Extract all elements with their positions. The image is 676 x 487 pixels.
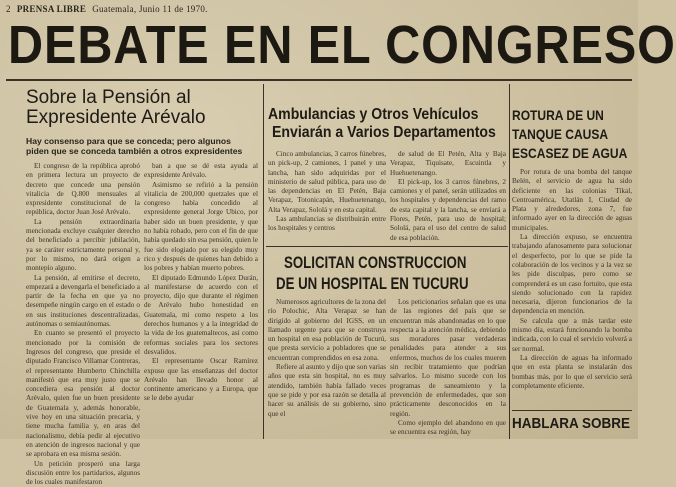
- paragraph: La pensión extraordinaria mencionada excluye cualquier derecho del beneficiado a percibir jubilación, ya se caráter estrictamente personal y, por lo mismo, no dará origen a montepío alguno.: [26, 218, 140, 274]
- paragraph: Un petición prosperó una larga discusión entre los partidarios, algunos de los cuales manifestaron: [26, 460, 140, 487]
- paragraph: La dirección de aguas ha informado que en esta planta se instalarán dos bombas más, por lo que el servicio será completamente eficiente.: [512, 354, 632, 391]
- pension-title-line2: Expresidente Arévalo: [26, 108, 206, 128]
- paragraph: Numerosos agricultores de la zona del río Polochic, Alta Verapaz se han dirigido al gobierno del IGSS, en un llamado urgente para que se construya un hospital en esa población de Tucurú, que presta servicio a pobladores que se encuentran comprendidos en esa zona.: [268, 298, 386, 363]
- paragraph: de salud de El Petén, Alta y Baja Verapaz, Tiquisate, Escuintla y Huehuetenango.: [390, 150, 506, 178]
- ambulancias-column-2: [390, 150, 506, 244]
- paragraph: El congreso de la república aprobó en primera lectura un proyecto de decreto que concede una pensión vitalicia de Q.800 mensuales al expresidente constitucional de la república, doctor Juan José Arévalo.: [26, 162, 140, 218]
- paragraph: La pensión, al emitirse el decreto, empezará a devengarla el beneficiado a partir de la fecha en que ya no desempeñe ningún cargo en el estado o en sus instituciones descentralizadas, autónomas o semiautónomas.: [26, 274, 140, 330]
- column-divider: [263, 84, 264, 439]
- agua-title-line2: TANQUE CAUSA: [512, 127, 608, 142]
- masthead: [6, 4, 632, 14]
- paragraph: Por rotura de una bomba del tanque Belén, el servicio de agua ha sido deficiente en las colonias Tikal, Centroamérica, Utatlán I, Ciudad de Plata y alrededores, zona 7, fue informado ayer en la dirección de aguas municipales.: [512, 168, 632, 233]
- section-divider: [266, 246, 508, 247]
- paragraph: Las ambulancias se distribuirán entre los hospitales y centros: [268, 215, 386, 234]
- paragraph: Refiere al asunto y dijo que son varias años que esta sin hospital, no es muy atendido, también había fallado veces que se pide y por esa razón se detalla al hacer su análisis de su gobierno, sino que el: [268, 363, 386, 419]
- agua-title-line3: ESCASEZ DE AGUA: [512, 146, 627, 161]
- pension-subtitle: Hay consenso para que se conceda; pero algunos piden que se conceda también a otros expresidentes: [26, 136, 256, 156]
- hospital-column-1: [268, 298, 386, 439]
- hospital-title-line1: SOLICITAN CONSTRUCCION: [284, 254, 466, 272]
- pension-title-line1: Sobre la Pensión al: [26, 88, 191, 108]
- paragraph: El pick-up, los 3 carros fúnebres, 2 camiones y el panel, serán utilizados en los hospitales y dependencias del ramo de esta capital y la lancha, se enviará a Flores, Petén, para uso de hospital; Sololá, para el uso del centro de salud de esa población.: [390, 178, 506, 243]
- main-headline: DEBATE EN EL CONGRESO: [8, 16, 568, 74]
- agua-column: [512, 168, 632, 408]
- paragraph: Como ejemplo del abandono en que se encuentra esa región, hay: [390, 419, 506, 438]
- pension-column-2: [144, 162, 258, 439]
- ambulancias-title-line2: Enviarán a Varios Departamentos: [272, 124, 496, 141]
- agua-title-line1: ROTURA DE UN: [512, 108, 604, 123]
- hospital-title-line2: DE UN HOSPITAL EN TUCURU: [276, 275, 469, 293]
- paragraph: ban a que se dé esta ayuda al expresidente Arévalo.: [144, 162, 258, 181]
- paragraph: En cuanto se presentó el proyecto mencionado por la comisión de Ingresos del congreso, que preside el diputado Francisco Villamar Contreras, el representante Humberto Chinchilla manifestó que era muy justo que se concediera esa pensión al doctor Arévalo, quien fue un buen presidente de Guatemala y, además honorable, vive hoy en una situación precaria, y tiene mucha familia y, en aras del nacionalismo, debía pedir al ejecutivo en atención de ingresos nacional y que se aprobara en esa misma sesión.: [26, 329, 140, 459]
- ambulancias-column-1: [268, 150, 386, 244]
- pension-column-1: [26, 162, 140, 439]
- page-number: 2: [6, 4, 11, 14]
- paragraph: Asimismo se refirió a la pensión vitalicia de 200,000 quetzales que el congreso había concedido al expresidente general Jorge Ubico, por haber sido un buen presidente, y que no había robado, pero con el fin de que había quedado sin esa pensión, quien le fue sido elogiado por su elegido muy rico y después de quienes han debido a los pobres y habían muerto pobres.: [144, 181, 258, 274]
- paragraph: Los peticionarios señalan que es una de las regiones del país que se encuentran más abandonadas en lo que respecta a la atención médica, debiendo sus moradores pasar verdaderas penalidades para atender a sus enfermos, muchos de los cuales mueren sin recibir tratamiento que podrían salvarlos. Lo mismo sucede con los programas de saneamiento y la prevención de enfermedades, que son prácticamente desconocidos en la región.: [390, 298, 506, 419]
- teaser-headline: HABLARA SOBRE: [512, 415, 630, 432]
- column-divider: [509, 84, 510, 439]
- paragraph: El representante Oscar Ramírez expuso que las enseñanzas del doctor Arévalo han llevado honor al continente americano y a Europa, que se le debe ayudar: [144, 357, 258, 403]
- issue-date: Guatemala, Junio 11 de 1970.: [92, 4, 208, 14]
- paragraph: Cinco ambulancias, 3 carros fúnebres, un pick-up, 2 camiones, 1 panel y una lancha, han sido adquiridas por el ministerio de salud pública, para uso de las dependencias en El Petén, Baja Verapaz, Totonicapán, Huehuetenango, Alta Verapaz, Sololá y en esta capital.: [268, 150, 386, 215]
- paragraph: Se calcula que a más tardar este mismo día, estará funcionando la bomba indicada, con lo cual el servicio volverá a ser normal.: [512, 317, 632, 354]
- paragraph: El diputado Edmundo López Durán, al manifestarse de acuerdo con el proyecto, dijo que durante el régimen de Arévalo hubo honestidad en Guatemala, mi como respeto a los derechos humanos y a la integridad de la vida de los guatemaltecos, así como reformas sociales para los sectores desvalidos.: [144, 274, 258, 358]
- ambulancias-title-line1: Ambulancias y Otros Vehículos: [268, 106, 478, 123]
- hospital-column-2: [390, 298, 506, 439]
- paragraph: La dirección expuso, se encuentra trabajando afanosamente para solucionar el desperfecto, por lo que se pide la colaboración de los vecinos y a la vez se les pide disculpas, pero como se comprenderá es un caso fortuito, que esta siendo solucionado con la rapidez necesaria, dijeron funcionarios de la dependencia en mención.: [512, 233, 632, 317]
- newspaper-name: PRENSA LIBRE: [17, 4, 86, 14]
- headline-rule: [6, 79, 632, 81]
- section-divider: [512, 410, 632, 411]
